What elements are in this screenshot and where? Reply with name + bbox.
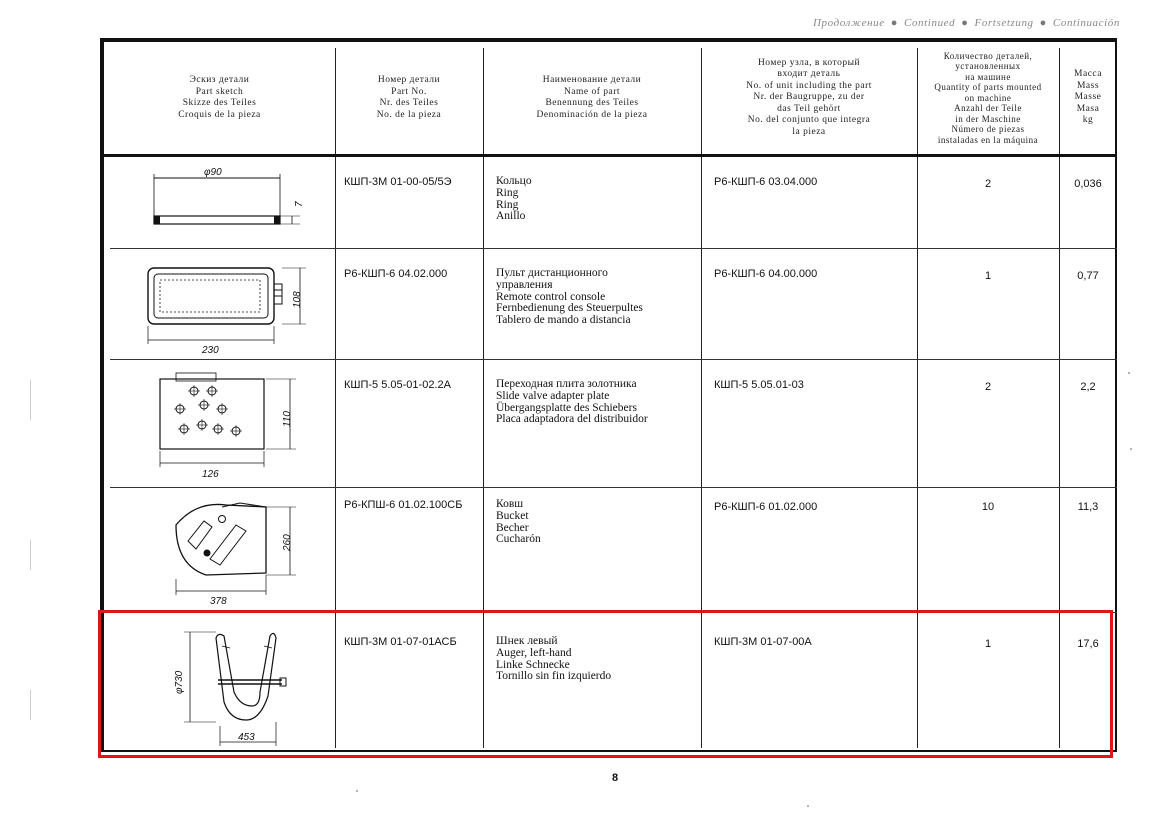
quantity: 10 bbox=[981, 501, 995, 513]
scan-mark bbox=[30, 540, 31, 570]
table-header bbox=[104, 42, 1117, 157]
scan-speck bbox=[356, 790, 358, 792]
header-text: входит деталь bbox=[777, 69, 841, 80]
header-quantity bbox=[917, 42, 1059, 154]
header-name bbox=[483, 42, 701, 154]
header-unit-no bbox=[701, 42, 917, 154]
header-text: Name of part bbox=[563, 86, 621, 97]
header-text: No. del conjunto que integra bbox=[747, 115, 871, 126]
header-text: Part No. bbox=[391, 86, 427, 97]
header-text: Masa bbox=[1076, 103, 1100, 114]
console-sketch bbox=[140, 254, 330, 354]
name-es: Cucharón bbox=[496, 533, 541, 546]
part-name bbox=[496, 268, 643, 327]
row-divider bbox=[110, 487, 1117, 488]
header-text: Наименование детали bbox=[542, 75, 642, 85]
mass: 17,6 bbox=[1077, 638, 1099, 650]
header-part-no bbox=[335, 42, 483, 154]
part-no: Р6-КПШ-6 01.02.100СБ bbox=[344, 499, 463, 511]
part-name bbox=[496, 499, 541, 546]
unit-no: Р6-КШП-6 03.04.000 bbox=[714, 176, 818, 188]
row-divider bbox=[110, 612, 1117, 613]
name-de: Ring bbox=[496, 198, 519, 211]
part-no: КШП-5 5.05-01-02.2А bbox=[344, 379, 451, 391]
part-no: Р6-КШП-6 04.02.000 bbox=[344, 268, 448, 280]
header-text: in der Maschine bbox=[955, 113, 1021, 124]
name-ru: Шнек левый bbox=[496, 635, 558, 647]
dim-label: 453 bbox=[238, 732, 255, 743]
bullet-icon: ● bbox=[961, 17, 969, 29]
part-no: КШП-3М 01-07-01АСБ bbox=[344, 636, 457, 648]
part-name bbox=[496, 636, 611, 683]
scan-mark bbox=[30, 380, 31, 420]
unit-no: Р6-КШП-6 04.00.000 bbox=[714, 268, 818, 280]
row-divider bbox=[110, 359, 1117, 360]
table-row bbox=[104, 614, 1117, 750]
header-text: Denominación de la pieza bbox=[536, 109, 648, 120]
table-row bbox=[104, 250, 1117, 359]
name-de: Übergangsplatte des Schiebers bbox=[496, 401, 637, 414]
header-sketch bbox=[104, 42, 335, 154]
dim-label: φ730 bbox=[174, 670, 185, 694]
header-text: Skizze des Teiles bbox=[182, 98, 257, 108]
unit-no: Р6-КШП-6 01.02.000 bbox=[714, 501, 818, 513]
table-row bbox=[104, 489, 1117, 612]
name-en: Remote control console bbox=[496, 290, 606, 303]
header-mass bbox=[1059, 42, 1117, 154]
running-header-en: Continued bbox=[904, 17, 956, 29]
header-text: la pieza bbox=[792, 126, 826, 137]
auger-sketch bbox=[160, 622, 310, 750]
unit-no: КШП-3М 01-07-00А bbox=[714, 636, 812, 648]
name-ru: Кольцо bbox=[496, 175, 532, 187]
quantity: 2 bbox=[984, 178, 992, 190]
bullet-icon: ● bbox=[890, 17, 899, 29]
header-text: Anzahl der Teile bbox=[954, 103, 1022, 114]
table-row bbox=[104, 158, 1117, 248]
dim-label: 230 bbox=[202, 345, 219, 354]
name-de: Linke Schnecke bbox=[496, 658, 570, 671]
header-text: Benennung des Teiles bbox=[545, 98, 639, 108]
header-text: Croquis de la pieza bbox=[178, 109, 261, 120]
name-es: Tornillo sin fin izquierdo bbox=[496, 670, 612, 683]
header-text: instaladas en la máquina bbox=[937, 134, 1039, 145]
part-name bbox=[496, 379, 648, 426]
part-name bbox=[496, 176, 532, 223]
unit-no: КШП-5 5.05.01-03 bbox=[714, 379, 804, 391]
header-text: das Teil gehört bbox=[777, 103, 841, 114]
header-text: Nr. der Baugruppe, zu der bbox=[753, 92, 865, 103]
header-text: No. of unit including the part bbox=[746, 80, 872, 91]
page-number: 8 bbox=[612, 772, 619, 784]
part-no: КШП-3М 01-00-05/5Э bbox=[344, 176, 452, 188]
header-text: No. de la pieza bbox=[376, 109, 442, 120]
dim-label: 108 bbox=[292, 291, 303, 308]
name-ru: Пульт дистанционного bbox=[496, 267, 608, 279]
bullet-icon: ● bbox=[1039, 17, 1047, 29]
header-text: Quantity of parts mounted bbox=[934, 82, 1042, 93]
name-en: Bucket bbox=[496, 509, 529, 522]
table-row bbox=[104, 361, 1117, 487]
name-de: Fernbedienung des Steuerpultes bbox=[496, 302, 643, 315]
running-header-de: Fortsetzung bbox=[974, 17, 1034, 29]
row-divider bbox=[110, 248, 1117, 249]
dim-label: 126 bbox=[202, 469, 219, 480]
mass: 0,036 bbox=[1074, 178, 1102, 190]
scan-mark bbox=[30, 690, 31, 720]
running-header-ru: Продолжение bbox=[812, 17, 885, 29]
running-header-es: Continuación bbox=[1052, 17, 1120, 29]
name-en: Slide valve adapter plate bbox=[496, 389, 610, 402]
scan-speck bbox=[1130, 448, 1132, 450]
dim-label: 378 bbox=[210, 596, 227, 607]
header-text: on machine bbox=[964, 92, 1012, 103]
mass: 0,77 bbox=[1077, 270, 1099, 282]
quantity: 1 bbox=[984, 638, 992, 650]
dim-label: 260 bbox=[282, 534, 293, 551]
header-text: kg bbox=[1082, 115, 1094, 126]
header-text: Masse bbox=[1074, 92, 1102, 103]
parts-table bbox=[100, 38, 1117, 752]
name-ru: Ковш bbox=[496, 498, 524, 510]
quantity: 1 bbox=[984, 270, 992, 282]
name-es: Placa adaptadora del distribuidor bbox=[496, 413, 648, 426]
header-text: установленных bbox=[955, 61, 1021, 72]
name-es: Anillo bbox=[496, 210, 526, 223]
quantity: 2 bbox=[984, 381, 992, 393]
header-text: Nr. des Teiles bbox=[379, 98, 439, 108]
mass: 11,3 bbox=[1077, 501, 1099, 513]
bucket-sketch bbox=[166, 495, 316, 607]
name-de: Becher bbox=[496, 521, 529, 534]
header-text: на машине bbox=[965, 71, 1011, 82]
name-ru-cont: управления bbox=[496, 278, 553, 291]
header-text: Mass bbox=[1076, 80, 1100, 91]
header-text: Количество деталей, bbox=[943, 50, 1033, 61]
name-es: Tablero de mando a distancia bbox=[496, 314, 631, 327]
mass: 2,2 bbox=[1080, 381, 1096, 393]
name-ru: Переходная плита золотника bbox=[496, 378, 637, 390]
running-header bbox=[600, 17, 1120, 29]
name-en: Auger, left-hand bbox=[496, 646, 572, 659]
header-text: Номер детали bbox=[377, 75, 441, 85]
header-text: Эскиз детали bbox=[189, 75, 250, 85]
dim-label: 110 bbox=[282, 411, 293, 427]
header-text: Масса bbox=[1074, 69, 1102, 80]
ring-sketch bbox=[140, 164, 330, 244]
header-text: Número de piezas bbox=[951, 124, 1025, 135]
name-en: Ring bbox=[496, 186, 519, 199]
scan-speck bbox=[1128, 372, 1130, 374]
header-text: Номер узла, в который bbox=[757, 57, 861, 68]
scan-speck bbox=[807, 805, 809, 807]
dim-label: φ90 bbox=[204, 167, 222, 178]
adapter-plate-sketch bbox=[150, 369, 320, 483]
dim-label: 7 bbox=[294, 201, 305, 207]
header-text: Part sketch bbox=[195, 86, 244, 97]
